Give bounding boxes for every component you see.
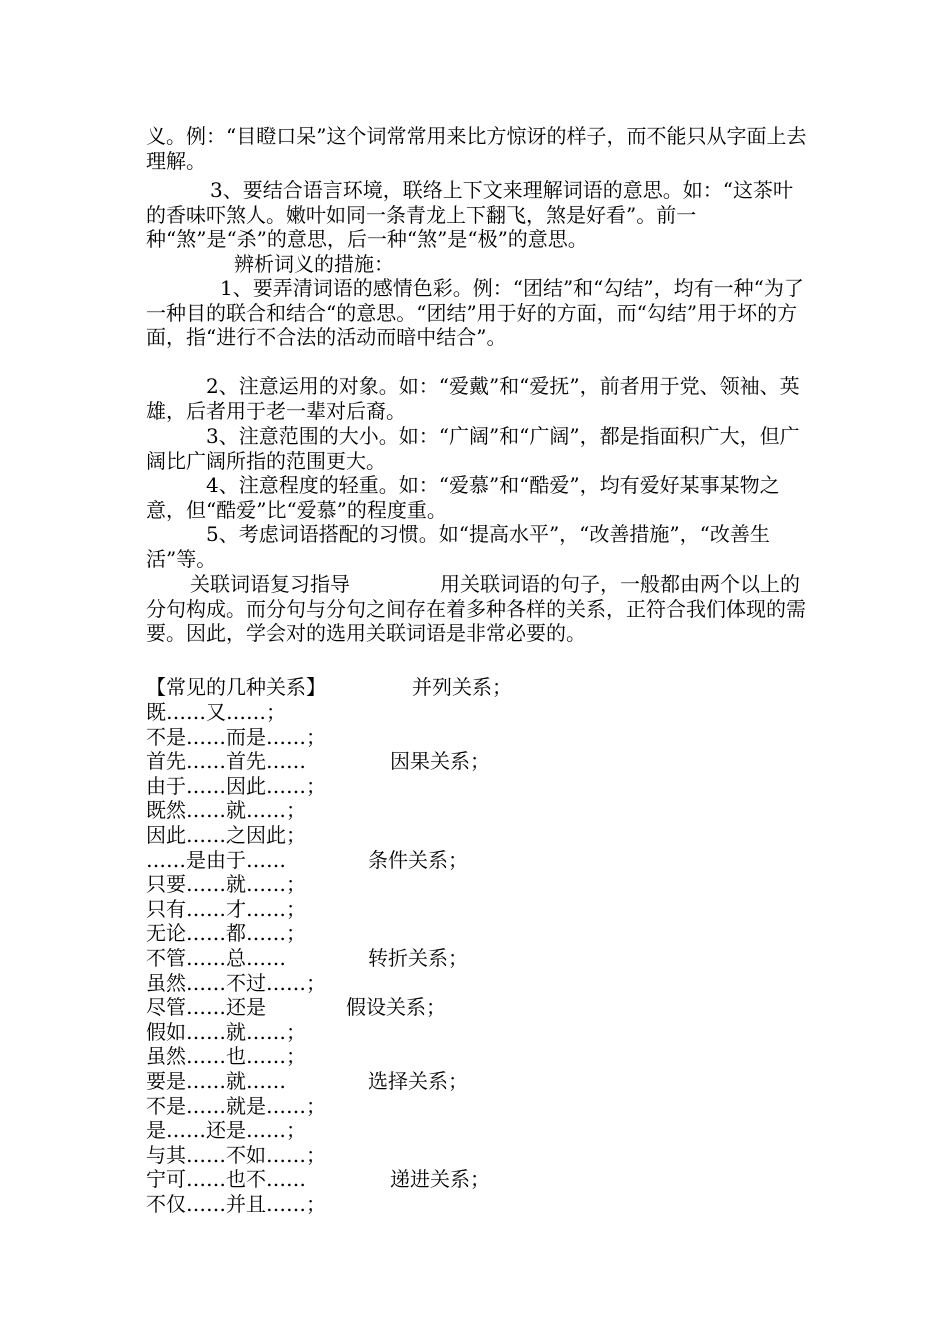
relation-line-text: 既……又……； <box>146 700 286 724</box>
relation-line <box>146 1167 306 1192</box>
relation-line-text: 因此……之因此； <box>146 823 306 847</box>
relation-type-label: 转折关系； <box>368 946 468 970</box>
relation-line-text: 只有……才……； <box>146 896 306 921</box>
relation-line <box>146 700 286 725</box>
paragraph-measure-5: 5、考虑词语搭配的习惯。如“提高水平”，“改善措施”，“改善生活”等。 <box>146 522 770 571</box>
relation-line <box>146 1192 326 1217</box>
relation-line-text: 虽然……不过……； <box>146 970 326 995</box>
relation-line <box>146 1143 326 1168</box>
relation-line-text: 尽管……还是 <box>146 995 266 1020</box>
paragraph-intro: 义。例：“目瞪口呆”这个词常常用来比方惊讶的样子，而不能只从字面上去理解。 <box>146 124 807 173</box>
relation-line <box>146 921 306 946</box>
relation-line-text: 假如……就……； <box>146 1019 306 1044</box>
guide-title: 关联词语复习指导 <box>190 572 350 596</box>
relation-line <box>146 1020 306 1045</box>
relation-line <box>146 1069 286 1094</box>
paragraph-measure-3: 3、注意范围的大小。如：“广阔”和“广阔”，都是指面积广大，但广阔比广阔所指的范围更大。 <box>146 424 800 473</box>
relation-type-label: 选择关系； <box>368 1069 468 1093</box>
paragraph-guide: 用关联词语的句子，一般都由两个以上的分句构成。而分句与分句之间存在着多种各样的关系，正符合我们体现的需要。因此，学会对的选用关联词语是非常必要的。 <box>146 572 806 645</box>
relation-line <box>146 798 306 823</box>
relation-line-text: 不是……而是……； <box>146 724 326 749</box>
paragraph-point-3: 3、要结合语言环境，联络上下文来理解词语的意思。如：“这茶叶的香味吓煞人。嫩叶如同一条青龙上下翻飞，煞是好看”。前一种“煞”是“杀”的意思，后一种“煞”是“极”的意思。 <box>146 178 793 251</box>
measures-heading: 辨析词义的措施： <box>234 252 394 276</box>
relation-line-text: 宁可……也不…… <box>146 1167 306 1192</box>
relation-line <box>146 774 326 799</box>
relation-line <box>146 872 306 897</box>
relation-line-text: 首先……首先…… <box>146 749 306 774</box>
paragraph-measure-1: 1、要弄清词语的感情色彩。例：“团结”和“勾结”，均有一种“为了一种目的联合和结合“的意思。“团结”用于好的方面，而“勾结”用于坏的方面，指“进行不合法的活动而暗中结合”。 <box>146 276 804 349</box>
relation-line <box>146 1094 326 1119</box>
relation-line-text: 只要……就……； <box>146 872 306 897</box>
relation-line-text: ……是由于…… <box>146 847 286 872</box>
paragraph-measure-4: 4、注意程度的轻重。如：“爱慕”和“酷爱”，均有爱好某事某物之意，但“酷爱”比“爱慕”的程度重。 <box>146 473 780 522</box>
relation-type-label: 假设关系； <box>346 995 446 1020</box>
relation-line-text: 不仅……并且……； <box>146 1192 326 1216</box>
paragraph-measure-2: 2、注意运用的对象。如：“爱戴”和“爱抚”，前者用于党、领袖、英雄，后者用于老一辈对后裔。 <box>146 374 800 423</box>
relation-line <box>146 1044 306 1069</box>
relation-line-text: 是……还是……； <box>146 1118 306 1143</box>
relation-line-text: 与其……不如……； <box>146 1142 326 1167</box>
relation-line <box>146 897 306 922</box>
relation-line-text: 无论……都……； <box>146 921 306 946</box>
relation-line <box>146 823 306 848</box>
relation-type-label: 因果关系； <box>390 749 490 774</box>
relation-line-text: 要是……就…… <box>146 1069 286 1093</box>
relation-type-label: 并列关系； <box>412 675 512 699</box>
relations-heading: 【常见的几种关系】 <box>146 675 326 699</box>
relation-line <box>146 946 286 971</box>
relation-line <box>146 848 286 873</box>
relation-line <box>146 725 326 750</box>
relation-line <box>146 1118 306 1143</box>
relation-line <box>146 995 266 1020</box>
relation-line <box>146 971 326 996</box>
relation-line-text: 由于……因此……； <box>146 773 326 798</box>
relation-line-text: 既然……就……； <box>146 798 306 823</box>
relation-line-text: 不是……就是……； <box>146 1093 326 1118</box>
relation-type-label: 递进关系； <box>390 1167 490 1192</box>
relation-line-text: 不管……总…… <box>146 946 286 970</box>
relation-type-label: 条件关系； <box>368 847 468 872</box>
relation-line <box>146 749 306 774</box>
relation-line-text: 虽然……也……； <box>146 1044 306 1069</box>
